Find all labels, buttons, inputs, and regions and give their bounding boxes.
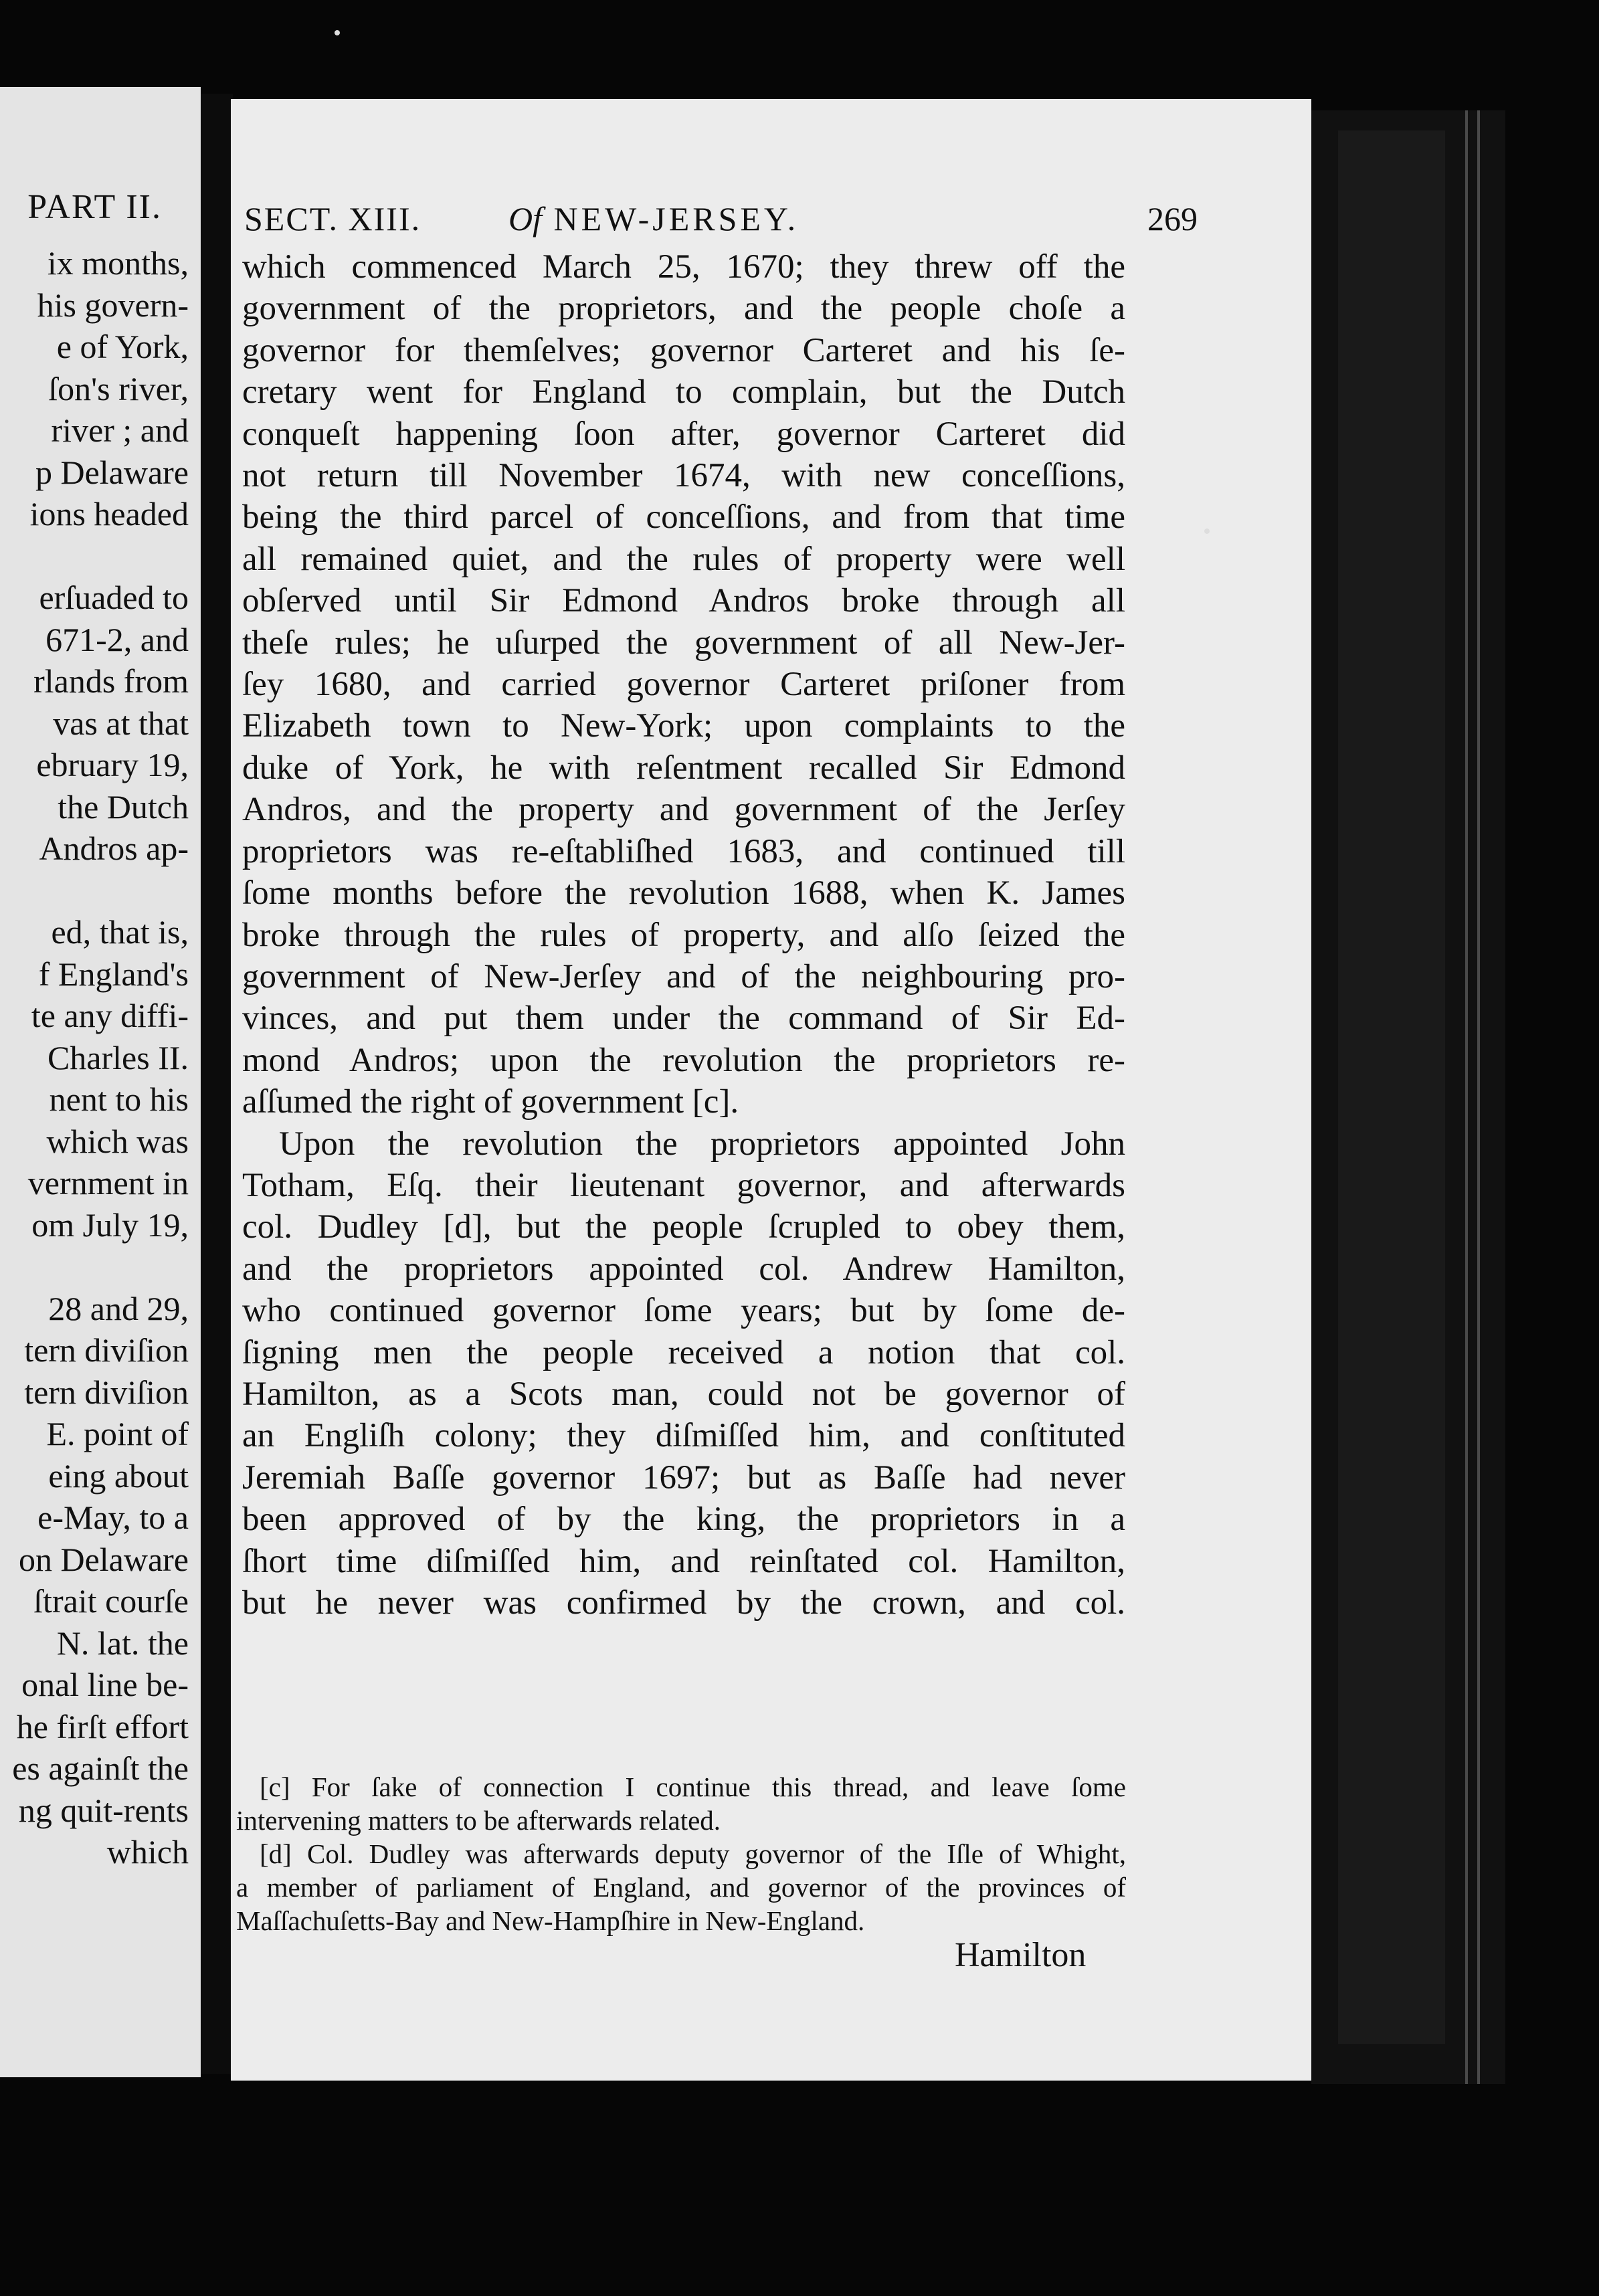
text-line: but he never was confirmed by the crown, and col. xyxy=(242,1584,1125,1622)
left-line: eing about xyxy=(48,1456,189,1495)
left-line: ebruary 19, xyxy=(36,746,189,783)
left-page-text xyxy=(12,242,189,1873)
scan-speck xyxy=(335,30,340,35)
catchword: Hamilton xyxy=(955,1936,1087,1974)
text-line: Andros, and the property and government of the Jerſey xyxy=(242,791,1125,829)
text-line: government of New-Jerſey and of the neighbouring pro- xyxy=(242,957,1125,995)
page-title xyxy=(508,199,799,238)
text-line: theſe rules; he uſurped the government of all New-Jer- xyxy=(242,624,1125,662)
footnote-line: a member of parliament of England, and governor of the provinces of xyxy=(236,1872,1126,1903)
text-line: not return till November 1674, with new conceſſions, xyxy=(242,457,1125,495)
left-line: he firſt effort xyxy=(16,1707,189,1745)
text-line: obſerved until Sir Edmond Andros broke through all xyxy=(242,582,1125,620)
left-line: ix months, xyxy=(47,244,189,282)
text-line: who continued governor ſome years; but by ſome de- xyxy=(242,1292,1125,1330)
left-line: ſtrait courſe xyxy=(33,1582,189,1620)
text-line: conqueſt happening ſoon after, governor Carteret did xyxy=(242,415,1125,453)
text-line: which commenced March 25, 1670; they threw off the xyxy=(242,248,1125,286)
text-line: Upon the revolution the proprietors appointed John xyxy=(279,1125,1125,1163)
left-line xyxy=(12,535,189,577)
left-line: e-May, to a xyxy=(37,1499,189,1536)
footnote-line: intervening matters to be afterwards related. xyxy=(236,1805,721,1836)
page-edges-shadow xyxy=(1338,130,1445,2044)
left-line: the Dutch xyxy=(58,787,189,826)
left-line xyxy=(12,1246,189,1288)
left-line: erſuaded to xyxy=(39,579,189,616)
text-line: mond Andros; upon the revolution the proprietors re- xyxy=(242,1041,1125,1079)
book-fore-edge xyxy=(1311,110,1505,2084)
right-page xyxy=(231,99,1311,2081)
left-line: which xyxy=(106,1833,189,1871)
left-line: es againſt the xyxy=(12,1749,189,1787)
left-line: tern diviſion xyxy=(24,1373,189,1411)
text-line: ſey 1680, and carried governor Carteret priſoner from xyxy=(242,666,1125,704)
text-line: duke of York, he with reſentment recalled Sir Edmond xyxy=(242,749,1125,787)
page-edge-line xyxy=(1477,110,1480,2084)
left-line xyxy=(12,870,189,912)
text-line: vinces, and put them under the command of Sir Ed- xyxy=(242,999,1125,1038)
title-prefix: Of xyxy=(508,200,542,237)
text-line: ſhort time diſmiſſed him, and reinſtated col. Hamilton, xyxy=(242,1542,1125,1580)
text-line: all remained quiet, and the rules of property were well xyxy=(242,540,1125,578)
left-line: f England's xyxy=(38,955,189,993)
left-line: rlands from xyxy=(33,662,189,700)
left-line: 28 and 29, xyxy=(48,1289,189,1327)
text-line: Hamilton, as a Scots man, could not be governor of xyxy=(242,1375,1125,1413)
left-line: 671-2, and xyxy=(45,620,189,658)
running-head xyxy=(244,199,1198,246)
left-line: nent to his xyxy=(49,1080,189,1118)
left-line: Charles II. xyxy=(47,1038,189,1076)
section-label: SECT. XIII. xyxy=(244,200,421,237)
page-number: 269 xyxy=(1147,200,1198,237)
scan-speck xyxy=(1204,529,1210,534)
text-line: Jeremiah Baſſe governor 1697; but as Baſſe had never xyxy=(242,1458,1125,1497)
left-line: vernment in xyxy=(27,1164,189,1202)
text-line: Elizabeth town to New-York; upon complaints to the xyxy=(242,707,1125,745)
text-line: and the proprietors appointed col. Andrew Hamilton, xyxy=(242,1250,1125,1288)
left-line: onal line be- xyxy=(21,1666,189,1703)
text-line: Totham, Eſq. their lieutenant governor, and afterwards xyxy=(242,1166,1125,1204)
left-page xyxy=(0,87,201,2077)
text-line: broke through the rules of property, and alſo ſeized the xyxy=(242,916,1125,954)
title-text: NEW-JERSEY. xyxy=(553,200,800,237)
left-line: ſon's river, xyxy=(48,369,189,407)
text-line: ſome months before the revolution 1688, when K. James xyxy=(242,874,1125,913)
left-line: Andros ap- xyxy=(39,830,189,867)
left-line: tern diviſion xyxy=(24,1331,189,1369)
left-line: p Delaware xyxy=(35,453,189,491)
text-line: an Engliſh colony; they diſmiſſed him, and conſtituted xyxy=(242,1417,1125,1455)
left-line: N. lat. the xyxy=(56,1624,189,1662)
left-line: ions headed xyxy=(29,495,189,533)
footnote-line: Maſſachuſetts-Bay and New-Hampſhire in New-England. xyxy=(236,1905,865,1936)
text-line: cretary went for England to complain, but the Dutch xyxy=(242,373,1125,411)
left-line: ed, that is, xyxy=(51,913,189,951)
footnotes xyxy=(236,1770,1126,1937)
page-edge-line xyxy=(1465,110,1468,2084)
left-line: E. point of xyxy=(46,1415,189,1452)
left-line: te any diffi- xyxy=(31,997,189,1034)
text-line: aſſumed the right of government [c]. xyxy=(242,1083,739,1121)
left-line: ng quit-rents xyxy=(18,1791,189,1829)
text-line: ſigning men the people received a notion that col. xyxy=(242,1333,1125,1371)
left-line: vas at that xyxy=(53,704,189,742)
left-line: which was xyxy=(46,1122,189,1160)
body-text xyxy=(242,246,1125,1624)
text-line: proprietors was re-eſtabliſhed 1683, and continued till xyxy=(242,832,1125,870)
left-line: om July 19, xyxy=(31,1206,189,1244)
text-line: being the third parcel of conceſſions, and from that time xyxy=(242,498,1125,537)
left-line: on Delaware xyxy=(18,1540,189,1578)
text-line: been approved of by the king, the proprietors in a xyxy=(242,1501,1125,1539)
text-line: col. Dudley [d], but the people ſcrupled to obey them, xyxy=(242,1208,1125,1246)
footnote-line: [d] Col. Dudley was afterwards deputy governor of the Iſle of Whight, xyxy=(260,1838,1126,1869)
left-line: e of York, xyxy=(56,328,189,365)
book-gutter xyxy=(201,94,233,2074)
left-page-header: PART II. xyxy=(27,188,162,226)
text-line: governor for themſelves; governor Carteret and his ſe- xyxy=(242,331,1125,369)
left-line: his govern- xyxy=(37,286,189,324)
footnote-line: [c] For ſake of connection I continue this thread, and leave ſome xyxy=(260,1772,1126,1802)
left-line: river ; and xyxy=(51,411,189,449)
text-line: government of the proprietors, and the people choſe a xyxy=(242,290,1125,328)
